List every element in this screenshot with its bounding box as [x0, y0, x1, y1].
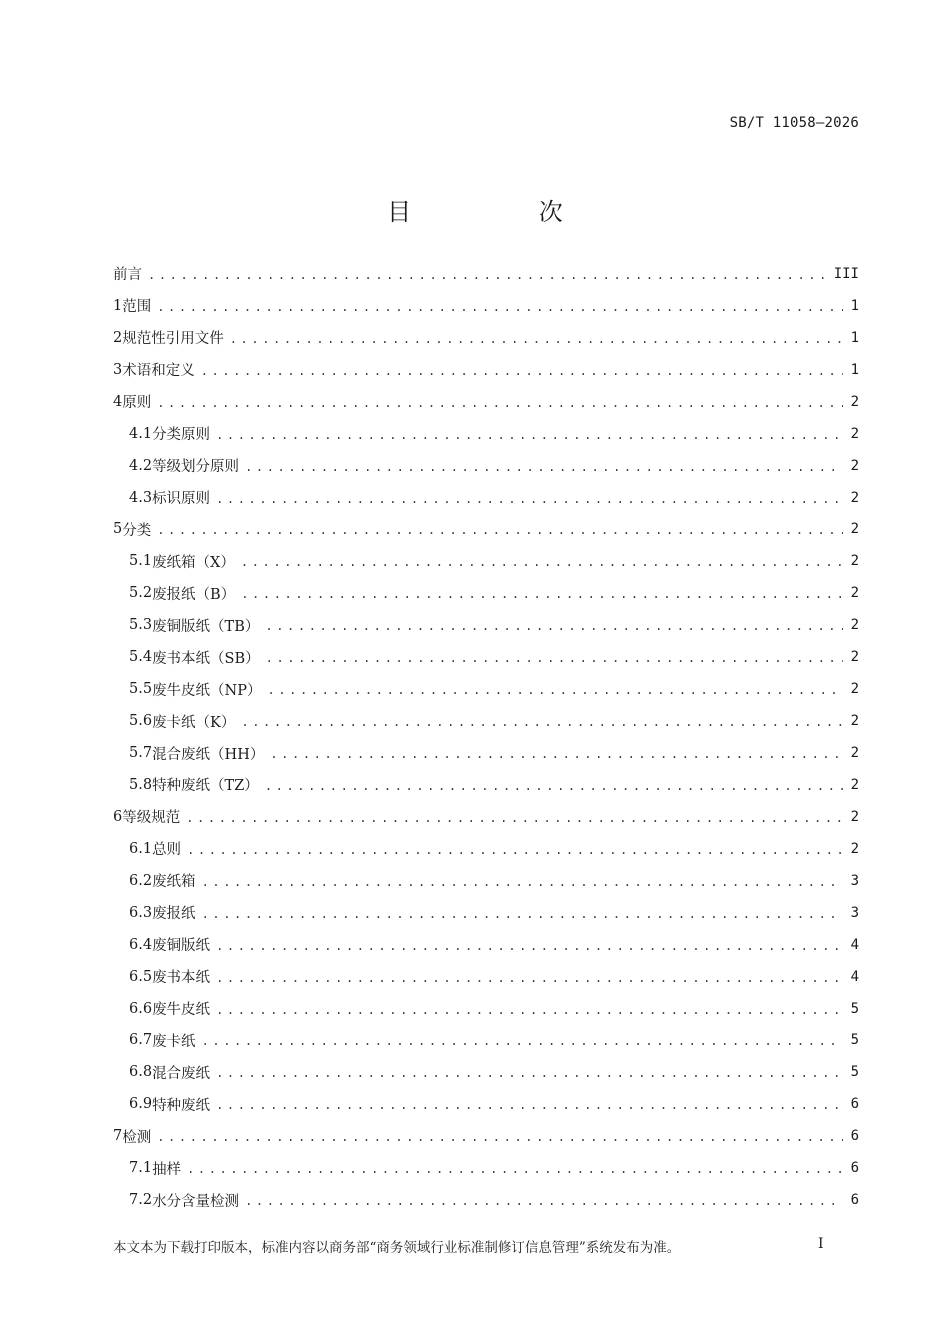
toc-dot-leader [241, 715, 843, 729]
toc-entry-number: 4.3 [129, 489, 153, 506]
toc-dot-leader [216, 1066, 843, 1080]
toc-entry[interactable] [113, 354, 859, 386]
footer-notice: 本文本为下载打印版本，标准内容以商务部“商务领域行业标准制修订信息管理”系统发布为准。 [113, 1240, 681, 1256]
toc-entry[interactable] [113, 450, 859, 482]
toc-entry-number: 4.2 [129, 457, 153, 474]
toc-entry-number: 6.2 [129, 872, 153, 889]
toc-dot-leader [202, 907, 843, 921]
toc-entry-page: 6 [850, 1160, 859, 1177]
toc-entry-number: 6.5 [129, 968, 153, 985]
toc-entry[interactable] [113, 545, 859, 577]
toc-entry-label: 原则 [122, 395, 152, 412]
toc-entry[interactable] [113, 1056, 859, 1088]
toc-entry-label: 水分含量检测 [152, 1193, 240, 1210]
toc-entry[interactable] [113, 418, 859, 450]
toc-entry-number: 4 [113, 393, 123, 410]
toc-dot-leader [187, 843, 843, 857]
toc-entry[interactable] [113, 769, 859, 801]
toc-entry[interactable] [113, 1120, 859, 1152]
toc-dot-leader [157, 523, 843, 537]
toc-entry-label: 规范性引用文件 [122, 331, 224, 348]
toc-entry-page: 5 [850, 1000, 859, 1017]
toc-entry-number: 2 [113, 329, 123, 346]
toc-entry-label: 特种废纸 [152, 1097, 211, 1114]
toc-entry-page: 2 [850, 713, 859, 730]
toc-entry-label: 废书本纸（SB） [152, 650, 260, 667]
toc-entry[interactable] [113, 801, 859, 833]
toc-entry-label: 分类原则 [152, 427, 211, 444]
toc-entry-label: 标识原则 [152, 491, 211, 508]
toc-entry-number: 5.6 [129, 713, 153, 730]
toc-entry-page: 4 [850, 968, 859, 985]
toc-entry-page: 2 [850, 840, 859, 857]
toc-entry-label: 分类 [122, 522, 152, 539]
toc-dot-leader [148, 268, 830, 282]
toc-dot-leader [187, 1162, 843, 1176]
toc-entry-page: 3 [850, 904, 859, 921]
toc-entry-label: 废书本纸 [152, 970, 211, 987]
toc-entry-page: 1 [850, 297, 859, 314]
toc-dot-leader [230, 332, 843, 346]
toc-entry-number: 3 [113, 361, 123, 378]
toc-entry-page: 2 [850, 808, 859, 825]
toc-dot-leader [265, 779, 843, 793]
toc-entry[interactable] [113, 577, 859, 609]
toc-entry[interactable] [113, 897, 859, 929]
toc-entry-number: 5.1 [129, 553, 153, 570]
toc-dot-leader [202, 875, 843, 889]
toc-entry-label: 等级规范 [122, 810, 181, 827]
toc-entry[interactable] [113, 322, 859, 354]
toc-entry-page: 1 [850, 361, 859, 378]
toc-dot-leader [241, 555, 843, 569]
toc-dot-leader [216, 428, 843, 442]
toc-entry-label: 检测 [122, 1129, 152, 1146]
toc-entry-page: 2 [850, 776, 859, 793]
toc-entry[interactable] [113, 386, 859, 418]
toc-entry-page: 2 [850, 745, 859, 762]
toc-entry-page: 2 [850, 457, 859, 474]
toc-entry-label: 废报纸（B） [152, 586, 236, 603]
toc-entry-number: 6.8 [129, 1064, 153, 1081]
toc-entry-label: 废纸箱 [152, 874, 196, 891]
toc-entry-number: 7 [113, 1128, 123, 1145]
document-code: SB/T 11058—2026 [729, 115, 859, 131]
toc-entry-label: 混合废纸 [152, 1065, 211, 1082]
toc-entry-page: 2 [850, 649, 859, 666]
toc-dot-leader [216, 1098, 843, 1112]
toc-entry-label: 术语和定义 [122, 363, 195, 380]
toc-entry-number: 7.1 [129, 1160, 153, 1177]
toc-entry-label: 总则 [152, 842, 182, 859]
toc-entry-page: 2 [850, 617, 859, 634]
toc-entry-label: 特种废纸（TZ） [152, 778, 259, 795]
toc-entry-label: 废牛皮纸 [152, 1002, 211, 1019]
toc-entry-page: 2 [850, 681, 859, 698]
toc-entry-label: 等级划分原则 [152, 459, 240, 476]
footer-page-number: I [818, 1236, 824, 1252]
toc-entry-label: 范围 [122, 299, 152, 316]
toc-dot-leader [270, 747, 843, 761]
toc-entry[interactable] [113, 929, 859, 961]
toc-entry-number: 5.4 [129, 649, 153, 666]
toc-dot-leader [216, 939, 843, 953]
toc-entry-label: 废铜版纸 [152, 938, 211, 955]
toc-entry[interactable] [113, 514, 859, 546]
toc-entry-page: 5 [850, 1032, 859, 1049]
toc-entry[interactable] [113, 673, 859, 705]
toc-dot-leader [216, 971, 843, 985]
toc-entry[interactable] [113, 290, 859, 322]
toc-entry-page: 5 [850, 1064, 859, 1081]
toc-dot-leader [157, 300, 843, 314]
toc-entry-number: 6.4 [129, 936, 153, 953]
toc-entry-number: 5.7 [129, 745, 153, 762]
toc-dot-leader [245, 1194, 843, 1208]
toc-entry[interactable] [113, 641, 859, 673]
toc-entry[interactable] [113, 258, 859, 290]
toc-entry[interactable] [113, 865, 859, 897]
toc-entry-page: 2 [850, 393, 859, 410]
toc-entry-label: 废铜版纸（TB） [152, 618, 260, 635]
toc-entry-label: 混合废纸（HH） [152, 746, 265, 763]
toc-entry-page: 2 [850, 553, 859, 570]
toc-dot-leader [266, 651, 843, 665]
toc-entry-page: 3 [850, 872, 859, 889]
toc-entry-page: 1 [850, 329, 859, 346]
toc-entry-number: 5.8 [129, 776, 153, 793]
toc-entry[interactable] [113, 1025, 859, 1057]
toc-entry-number: 6.6 [129, 1000, 153, 1017]
toc-entry[interactable] [113, 1088, 859, 1120]
toc-entry-label: 抽样 [152, 1161, 182, 1178]
toc-dot-leader [157, 1130, 843, 1144]
toc-dot-leader [216, 492, 843, 506]
toc-entry[interactable] [113, 993, 859, 1025]
toc-entry[interactable] [113, 705, 859, 737]
toc-entry-number: 6.7 [129, 1032, 153, 1049]
toc-entry-page: 2 [850, 521, 859, 538]
toc-entry-page: 6 [850, 1128, 859, 1145]
toc-entry-number: 6.1 [129, 840, 153, 857]
toc-entry-label: 前言 [113, 267, 142, 284]
table-of-contents [113, 258, 859, 1216]
toc-dot-leader [186, 811, 843, 825]
toc-entry-number: 6.9 [129, 1096, 153, 1113]
toc-entry-number: 5 [113, 521, 123, 538]
toc-entry-number: 1 [113, 297, 123, 314]
page-title: 目 次 [387, 198, 623, 226]
toc-dot-leader [202, 1034, 843, 1048]
toc-entry[interactable] [113, 737, 859, 769]
toc-entry-number: 4.1 [129, 425, 153, 442]
toc-entry[interactable] [113, 609, 859, 641]
toc-entry-number: 6 [113, 808, 123, 825]
toc-entry[interactable] [113, 482, 859, 514]
toc-entry-page: 6 [850, 1192, 859, 1209]
toc-entry[interactable] [113, 1152, 859, 1184]
toc-entry[interactable] [113, 961, 859, 993]
toc-entry-page: III [833, 265, 859, 282]
toc-entry-number: 6.3 [129, 904, 153, 921]
toc-entry-label: 废纸箱（X） [152, 554, 235, 571]
toc-entry-number: 7.2 [129, 1192, 153, 1209]
toc-dot-leader [268, 683, 843, 697]
toc-entry-label: 废报纸 [152, 906, 196, 923]
toc-entry-label: 废卡纸（K） [152, 714, 236, 731]
toc-entry-label: 废卡纸 [152, 1033, 196, 1050]
toc-dot-leader [245, 460, 843, 474]
toc-entry-page: 2 [850, 425, 859, 442]
toc-dot-leader [265, 619, 843, 633]
toc-entry-page: 4 [850, 936, 859, 953]
toc-entry-page: 6 [850, 1096, 859, 1113]
toc-entry-number: 5.5 [129, 681, 153, 698]
toc-entry-label: 废牛皮纸（NP） [152, 682, 262, 699]
toc-entry-number: 5.2 [129, 585, 153, 602]
toc-dot-leader [157, 396, 843, 410]
toc-dot-leader [201, 364, 843, 378]
toc-entry[interactable] [113, 1184, 859, 1216]
toc-entry-number: 5.3 [129, 617, 153, 634]
toc-entry[interactable] [113, 833, 859, 865]
toc-dot-leader [216, 1003, 843, 1017]
toc-entry-page: 2 [850, 489, 859, 506]
toc-dot-leader [241, 587, 843, 601]
toc-entry-page: 2 [850, 585, 859, 602]
